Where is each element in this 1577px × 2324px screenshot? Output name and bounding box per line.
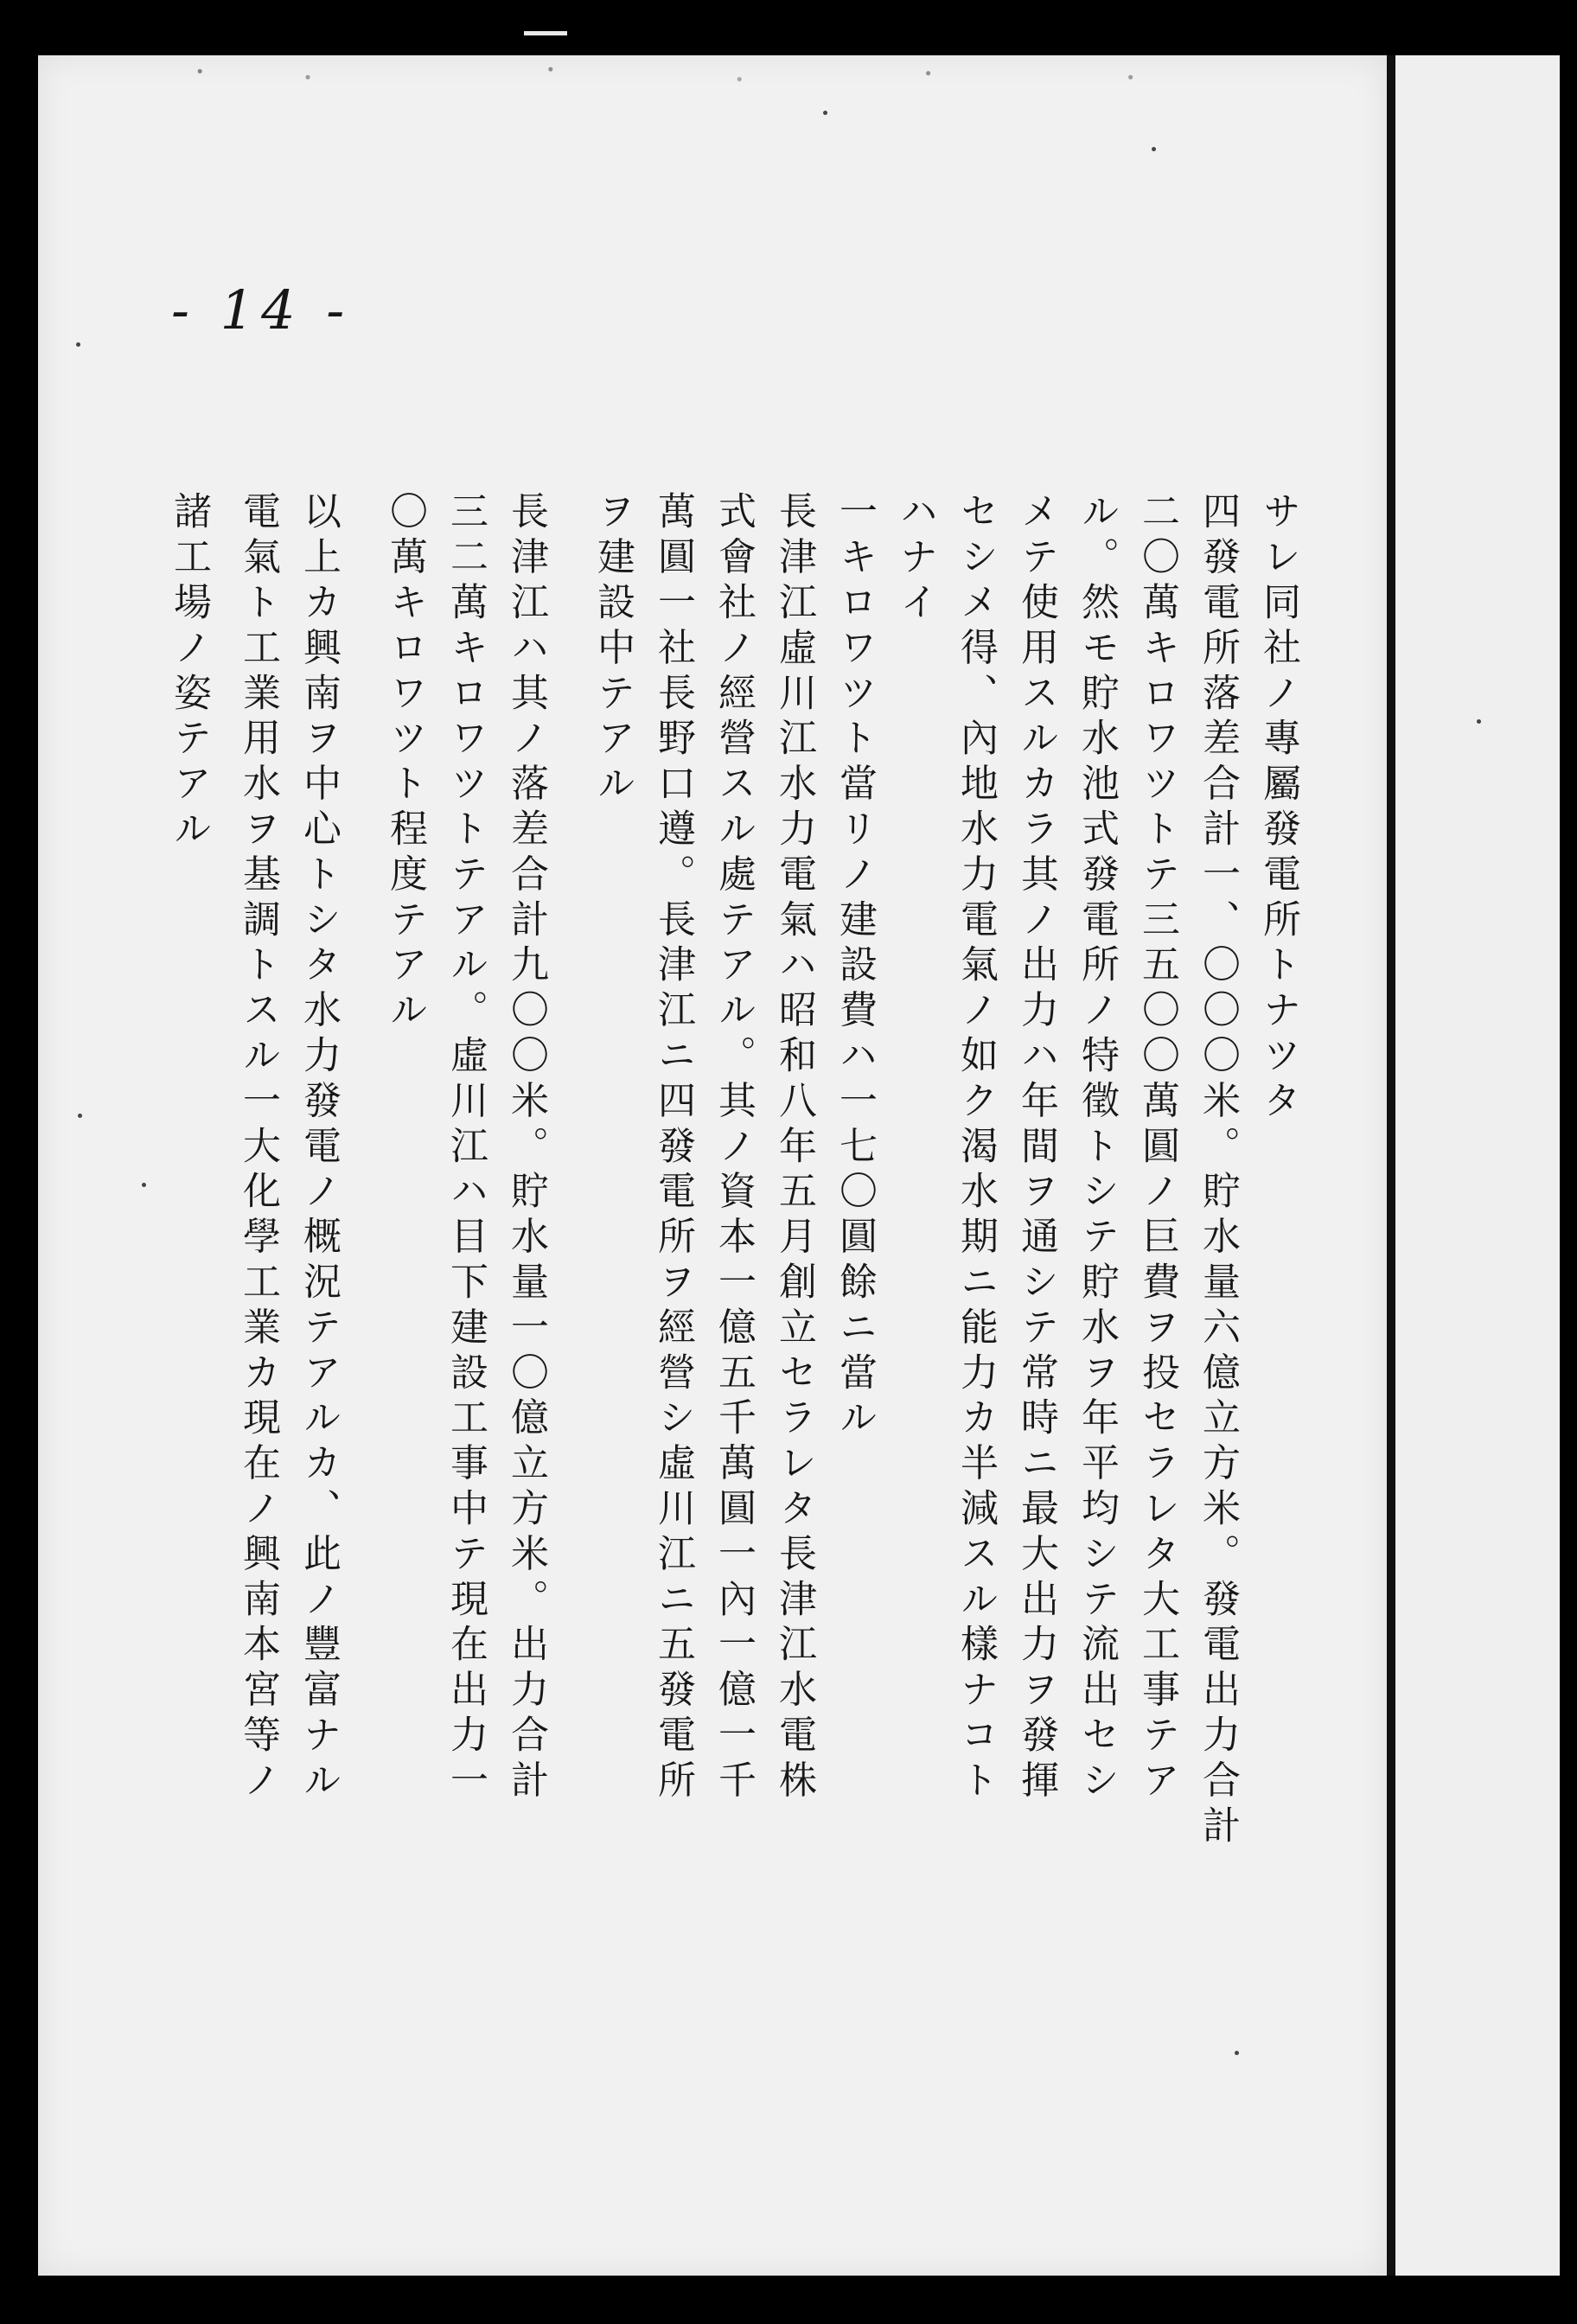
text-column-7: ハナイ [893, 491, 937, 628]
text-column-14: 三二萬キロワツトテアル。虛川江ハ目下建設工事中テ現在出力一 [444, 491, 488, 1805]
text-column-11: 萬圓一社長野口遵。長津江ニ四發電所ヲ經營シ虛川江ニ五發電所 [651, 491, 695, 1805]
top-edge-mark [524, 31, 567, 35]
text-column-2: 四發電所落差合計一、〇〇〇米。貯水量六億立方米。發電出力合計 [1196, 491, 1240, 1850]
text-column-13: 長津江ハ其ノ落差合計九〇〇米。貯水量一〇億立方米。出力合計 [504, 491, 548, 1805]
page-right-edge [1395, 55, 1560, 2276]
page-number: - 14 - [171, 278, 352, 342]
text-column-4: ル。然モ貯水池式發電所ノ特徵トシテ貯水ヲ年平均シテ流出セシ [1075, 491, 1119, 1805]
ink-speck [78, 1114, 82, 1118]
book-spine-shadow [1387, 55, 1395, 2276]
text-column-17: 電氣ト工業用水ヲ基調トスル一大化學工業カ現在ノ興南本宮等ノ [236, 491, 280, 1805]
ink-speck [823, 111, 827, 115]
ink-speck [1477, 719, 1481, 724]
text-column-3: 二〇萬キロワツトテ三五〇〇萬圓ノ巨費ヲ投セラレタ大工事テア [1135, 491, 1179, 1805]
text-column-10: 式會社ノ經營スル處テアル。其ノ資本一億五千萬圓一內一億一千 [712, 491, 756, 1805]
ink-speck [1152, 147, 1156, 151]
text-column-6: セシメ得、內地水力電氣ノ如ク渴水期ニ能力カ半減スル樣ナコト [954, 491, 998, 1805]
text-column-1: サレ同社ノ專屬發電所トナツタ [1256, 491, 1300, 1126]
text-column-16: 以上カ興南ヲ中心トシタ水力發電ノ概況テアルカ、此ノ豐富ナル [297, 491, 341, 1805]
text-column-15: 〇萬キロワツト程度テアル [383, 491, 427, 1035]
text-column-5: メテ使用スルカラ其ノ出力ハ年間ヲ通シテ常時ニ最大出力ヲ發揮 [1014, 491, 1058, 1805]
ink-speck [1235, 2051, 1239, 2055]
ink-speck [142, 1183, 146, 1187]
page-top-edge-specks [38, 55, 1387, 95]
text-column-18: 諸工場ノ姿テアル [167, 491, 211, 854]
text-column-9: 長津江虛川江水力電氣ハ昭和八年五月創立セラレタ長津江水電株 [772, 491, 816, 1805]
ink-speck [76, 342, 80, 347]
text-column-12: ヲ建設中テアル [591, 491, 635, 808]
text-column-8: 一キロワツト當リノ建設費ハ一七〇圓餘ニ當ル [833, 491, 877, 1443]
